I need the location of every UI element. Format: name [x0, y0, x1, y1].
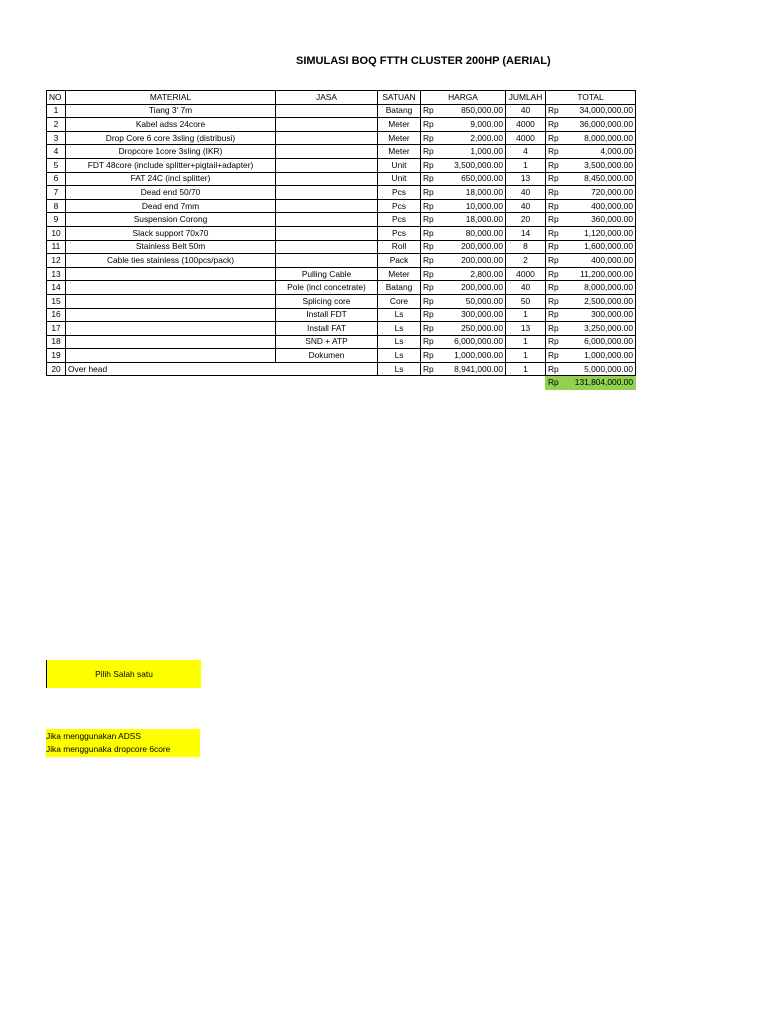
cell-jumlah[interactable]: 8	[506, 240, 546, 254]
table-row	[47, 199, 636, 213]
cell-jasa[interactable]	[276, 254, 378, 268]
cell-harga-currency[interactable]: Rp	[421, 240, 440, 254]
cell-total-currency[interactable]: Rp	[546, 281, 565, 295]
cell-harga-currency[interactable]: Rp	[421, 308, 440, 322]
cell-total[interactable]: 36,000,000.00	[565, 118, 636, 132]
cell-no[interactable]: 20	[47, 362, 66, 376]
cell-jasa[interactable]	[276, 213, 378, 227]
cell-total[interactable]: 8,000,000.00	[565, 131, 636, 145]
cell-jasa[interactable]: Install FAT	[276, 322, 378, 336]
cell-harga[interactable]: 9,000.00	[440, 118, 506, 132]
grand-total-value[interactable]: 131,804,000.00	[565, 376, 636, 390]
grand-total-currency[interactable]: Rp	[546, 376, 565, 390]
cell-harga-currency[interactable]: Rp	[421, 104, 440, 118]
cell-satuan[interactable]: Pack	[378, 254, 421, 268]
cell-total-currency[interactable]: Rp	[546, 158, 565, 172]
cell-satuan[interactable]: Ls	[378, 322, 421, 336]
cell-harga-currency[interactable]: Rp	[421, 254, 440, 268]
cell-satuan[interactable]: Unit	[378, 172, 421, 186]
cell-total-currency[interactable]: Rp	[546, 199, 565, 213]
cell-no[interactable]: 6	[47, 172, 66, 186]
cell-total[interactable]: 8,450,000.00	[565, 172, 636, 186]
cell-harga[interactable]: 8,941,000.00	[440, 362, 506, 376]
cell-harga[interactable]: 200,000.00	[440, 240, 506, 254]
table-row	[47, 335, 636, 349]
cell-harga-currency[interactable]: Rp	[421, 267, 440, 281]
cell-harga[interactable]: 18,000.00	[440, 186, 506, 200]
cell-total[interactable]: 34,000,000.00	[565, 104, 636, 118]
cell-harga-currency[interactable]: Rp	[421, 294, 440, 308]
cell-harga[interactable]: 50,000.00	[440, 294, 506, 308]
cell-satuan[interactable]: Pcs	[378, 226, 421, 240]
cell-total-currency[interactable]: Rp	[546, 308, 565, 322]
cell-jasa[interactable]	[276, 131, 378, 145]
cell-material[interactable]: Slack support 70x70	[66, 226, 276, 240]
cell-jumlah[interactable]: 1	[506, 158, 546, 172]
cell-jumlah[interactable]: 4000	[506, 267, 546, 281]
cell-jumlah[interactable]: 4	[506, 145, 546, 159]
cell-jumlah[interactable]: 13	[506, 172, 546, 186]
cell-no[interactable]: 18	[47, 335, 66, 349]
cell-satuan[interactable]: Meter	[378, 267, 421, 281]
header-no[interactable]: NO	[47, 91, 66, 105]
cell-total[interactable]: 400,000.00	[565, 254, 636, 268]
cell-jasa[interactable]	[276, 199, 378, 213]
cell-no[interactable]: 3	[47, 131, 66, 145]
table-row	[47, 322, 636, 336]
cell-material[interactable]: FDT 48core (include splitter+pigtail+adapter)	[66, 158, 276, 172]
cell-jumlah[interactable]: 40	[506, 281, 546, 295]
cell-harga-currency[interactable]: Rp	[421, 131, 440, 145]
cell-jumlah[interactable]: 40	[506, 199, 546, 213]
cell-material[interactable]: Suspension Corong	[66, 213, 276, 227]
cell-harga[interactable]: 650,000.00	[440, 172, 506, 186]
header-harga[interactable]: HARGA	[421, 91, 506, 105]
cell-harga-currency[interactable]: Rp	[421, 158, 440, 172]
cell-jasa[interactable]	[276, 186, 378, 200]
cell-total-currency[interactable]: Rp	[546, 267, 565, 281]
table-row	[47, 308, 636, 322]
table-row	[47, 254, 636, 268]
cell-no[interactable]: 9	[47, 213, 66, 227]
cell-no[interactable]: 7	[47, 186, 66, 200]
cell-satuan[interactable]: Pcs	[378, 186, 421, 200]
header-jasa[interactable]: JASA	[276, 91, 378, 105]
cell-harga[interactable]: 10,000.00	[440, 199, 506, 213]
cell-harga[interactable]: 6,000,000.00	[440, 335, 506, 349]
cell-satuan[interactable]: Pcs	[378, 213, 421, 227]
table-row	[47, 281, 636, 295]
cell-harga-currency[interactable]: Rp	[421, 349, 440, 363]
choose-one-cell[interactable]	[46, 660, 201, 688]
cell-total-currency[interactable]: Rp	[546, 131, 565, 145]
cell-harga[interactable]: 1,000,000.00	[440, 349, 506, 363]
cell-total-currency[interactable]: Rp	[546, 186, 565, 200]
cell-total-currency[interactable]: Rp	[546, 213, 565, 227]
table-row	[47, 131, 636, 145]
cell-jumlah[interactable]: 40	[506, 104, 546, 118]
option-dropcore: Jika menggunaka dropcore 6core	[46, 744, 171, 754]
header-jumlah[interactable]: JUMLAH	[506, 91, 546, 105]
overhead-row	[47, 362, 636, 376]
cell-harga[interactable]: 80,000.00	[440, 226, 506, 240]
cell-total[interactable]: 360,000.00	[565, 213, 636, 227]
cell-no[interactable]: 2	[47, 118, 66, 132]
table-row	[47, 226, 636, 240]
header-satuan[interactable]: SATUAN	[378, 91, 421, 105]
cell-total[interactable]: 720,000.00	[565, 186, 636, 200]
table-row	[47, 186, 636, 200]
cell-total-currency[interactable]: Rp	[546, 294, 565, 308]
cell-jumlah[interactable]: 4000	[506, 131, 546, 145]
cell-harga[interactable]: 300,000.00	[440, 308, 506, 322]
cell-jasa[interactable]	[276, 104, 378, 118]
cell-material[interactable]: Stainless Belt 50m	[66, 240, 276, 254]
cell-no[interactable]: 10	[47, 226, 66, 240]
cell-harga[interactable]: 850,000.00	[440, 104, 506, 118]
table-row	[47, 104, 636, 118]
cell-jumlah[interactable]: 40	[506, 186, 546, 200]
option-adss: Jika menggunakan ADSS	[46, 731, 141, 741]
cell-jumlah[interactable]: 20	[506, 213, 546, 227]
grand-total-row	[47, 376, 636, 390]
cell-satuan[interactable]: Core	[378, 294, 421, 308]
cell-material[interactable]: Dead end 50/70	[66, 186, 276, 200]
table-row	[47, 294, 636, 308]
cell-satuan[interactable]: Meter	[378, 118, 421, 132]
cell-total[interactable]: 3,250,000.00	[565, 322, 636, 336]
cell-jasa[interactable]: SND + ATP	[276, 335, 378, 349]
cell-harga-currency[interactable]: Rp	[421, 362, 440, 376]
cell-jasa[interactable]: Splicing core	[276, 294, 378, 308]
cell-material[interactable]	[66, 294, 276, 308]
cell-material[interactable]: Drop Core 6 core 3sling (distribusi)	[66, 131, 276, 145]
cell-jasa[interactable]: Dokumen	[276, 349, 378, 363]
cell-satuan[interactable]: Batang	[378, 281, 421, 295]
cell-total[interactable]: 400,000.00	[565, 199, 636, 213]
cell-jumlah[interactable]: 13	[506, 322, 546, 336]
cell-total-currency[interactable]: Rp	[546, 118, 565, 132]
cell-material[interactable]	[66, 308, 276, 322]
table-row	[47, 240, 636, 254]
cell-harga[interactable]: 2,000.00	[440, 131, 506, 145]
cell-material[interactable]: Tiang 3' 7m	[66, 104, 276, 118]
cell-harga[interactable]: 18,000.00	[440, 213, 506, 227]
cell-no[interactable]: 14	[47, 281, 66, 295]
cell-harga[interactable]: 200,000.00	[440, 254, 506, 268]
cell-jasa[interactable]	[276, 240, 378, 254]
cell-total-currency[interactable]: Rp	[546, 104, 565, 118]
cell-total[interactable]: 6,000,000.00	[565, 335, 636, 349]
cell-jumlah[interactable]: 4000	[506, 118, 546, 132]
cell-jumlah[interactable]: 14	[506, 226, 546, 240]
cell-jumlah[interactable]: 1	[506, 362, 546, 376]
cell-total[interactable]: 1,000,000.00	[565, 349, 636, 363]
cell-total[interactable]: 2,500,000.00	[565, 294, 636, 308]
cell-harga-currency[interactable]: Rp	[421, 199, 440, 213]
choose-one-label: Pilih Salah satu	[95, 669, 153, 679]
cell-total-currency[interactable]: Rp	[546, 362, 565, 376]
sheet-title: SIMULASI BOQ FTTH CLUSTER 200HP (AERIAL)	[296, 55, 551, 67]
boq-table	[46, 90, 636, 390]
options-cell[interactable]	[46, 729, 200, 757]
cell-no[interactable]: 11	[47, 240, 66, 254]
table-body	[47, 104, 636, 389]
cell-no[interactable]: 15	[47, 294, 66, 308]
cell-material[interactable]: Cable ties stainless (100pcs/pack)	[66, 254, 276, 268]
cell-no[interactable]: 12	[47, 254, 66, 268]
cell-no[interactable]: 8	[47, 199, 66, 213]
cell-harga[interactable]: 2,800.00	[440, 267, 506, 281]
cell-material[interactable]: FAT 24C (incl splitter)	[66, 172, 276, 186]
cell-satuan[interactable]: Meter	[378, 131, 421, 145]
cell-jumlah[interactable]: 50	[506, 294, 546, 308]
cell-total[interactable]: 300,000.00	[565, 308, 636, 322]
cell-satuan[interactable]: Batang	[378, 104, 421, 118]
cell-total-currency[interactable]: Rp	[546, 240, 565, 254]
cell-satuan[interactable]: Roll	[378, 240, 421, 254]
cell-satuan[interactable]: Pcs	[378, 199, 421, 213]
cell-harga-currency[interactable]: Rp	[421, 281, 440, 295]
cell-harga-currency[interactable]: Rp	[421, 145, 440, 159]
cell-total-currency[interactable]: Rp	[546, 226, 565, 240]
cell-jasa[interactable]: Install FDT	[276, 308, 378, 322]
header-total[interactable]: TOTAL	[546, 91, 636, 105]
cell-no[interactable]: 4	[47, 145, 66, 159]
cell-harga-currency[interactable]: Rp	[421, 186, 440, 200]
cell-jasa[interactable]: Pulling Cable	[276, 267, 378, 281]
cell-harga-currency[interactable]: Rp	[421, 172, 440, 186]
cell-no[interactable]: 5	[47, 158, 66, 172]
cell-jasa[interactable]	[276, 226, 378, 240]
cell-satuan[interactable]: Ls	[378, 349, 421, 363]
cell-total[interactable]: 5,000,000.00	[565, 362, 636, 376]
cell-material[interactable]: Kabel adss 24core	[66, 118, 276, 132]
cell-no[interactable]: 16	[47, 308, 66, 322]
cell-material[interactable]	[66, 322, 276, 336]
cell-no[interactable]: 19	[47, 349, 66, 363]
cell-satuan[interactable]: Unit	[378, 158, 421, 172]
cell-total-currency[interactable]: Rp	[546, 322, 565, 336]
cell-total[interactable]: 1,120,000.00	[565, 226, 636, 240]
cell-total[interactable]: 8,000,000.00	[565, 281, 636, 295]
cell-jumlah[interactable]: 1	[506, 335, 546, 349]
cell-total-currency[interactable]: Rp	[546, 145, 565, 159]
cell-harga-currency[interactable]: Rp	[421, 118, 440, 132]
cell-material[interactable]: Dropcore 1core 3sling (IKR)	[66, 145, 276, 159]
cell-jasa[interactable]	[276, 172, 378, 186]
cell-harga[interactable]: 200,000.00	[440, 281, 506, 295]
cell-total-currency[interactable]: Rp	[546, 172, 565, 186]
cell-jasa[interactable]: Pole (incl concetrate)	[276, 281, 378, 295]
cell-material[interactable]: Dead end 7mm	[66, 199, 276, 213]
cell-total-currency[interactable]: Rp	[546, 349, 565, 363]
cell-jasa[interactable]	[276, 158, 378, 172]
cell-harga[interactable]: 1,000.00	[440, 145, 506, 159]
cell-satuan[interactable]: Ls	[378, 335, 421, 349]
cell-harga[interactable]: 3,500,000.00	[440, 158, 506, 172]
cell-material[interactable]	[66, 267, 276, 281]
cell-jasa[interactable]	[276, 118, 378, 132]
cell-total-currency[interactable]: Rp	[546, 254, 565, 268]
cell-total[interactable]: 1,600,000.00	[565, 240, 636, 254]
cell-jumlah[interactable]: 1	[506, 349, 546, 363]
header-material[interactable]: MATERIAL	[66, 91, 276, 105]
cell-satuan[interactable]: Ls	[378, 308, 421, 322]
cell-total[interactable]: 4,000.00	[565, 145, 636, 159]
empty-cell	[47, 376, 546, 390]
cell-jumlah[interactable]: 2	[506, 254, 546, 268]
cell-harga-currency[interactable]: Rp	[421, 322, 440, 336]
table-row	[47, 158, 636, 172]
cell-total[interactable]: 3,500,000.00	[565, 158, 636, 172]
cell-jumlah[interactable]: 1	[506, 308, 546, 322]
cell-harga-currency[interactable]: Rp	[421, 213, 440, 227]
cell-satuan[interactable]: Ls	[378, 362, 421, 376]
cell-no[interactable]: 17	[47, 322, 66, 336]
cell-jasa[interactable]	[276, 145, 378, 159]
cell-harga-currency[interactable]: Rp	[421, 335, 440, 349]
table-row	[47, 349, 636, 363]
table-row	[47, 213, 636, 227]
cell-harga-currency[interactable]: Rp	[421, 226, 440, 240]
table-row	[47, 118, 636, 132]
cell-no[interactable]: 13	[47, 267, 66, 281]
cell-overhead-label[interactable]: Over head	[66, 362, 378, 376]
cell-harga[interactable]: 250,000.00	[440, 322, 506, 336]
cell-total[interactable]: 11,200,000.00	[565, 267, 636, 281]
table-row	[47, 145, 636, 159]
cell-total-currency[interactable]: Rp	[546, 335, 565, 349]
header-row	[47, 91, 636, 105]
cell-material[interactable]	[66, 335, 276, 349]
cell-no[interactable]: 1	[47, 104, 66, 118]
table-row	[47, 172, 636, 186]
cell-material[interactable]	[66, 349, 276, 363]
cell-satuan[interactable]: Meter	[378, 145, 421, 159]
table-row	[47, 267, 636, 281]
cell-material[interactable]	[66, 281, 276, 295]
